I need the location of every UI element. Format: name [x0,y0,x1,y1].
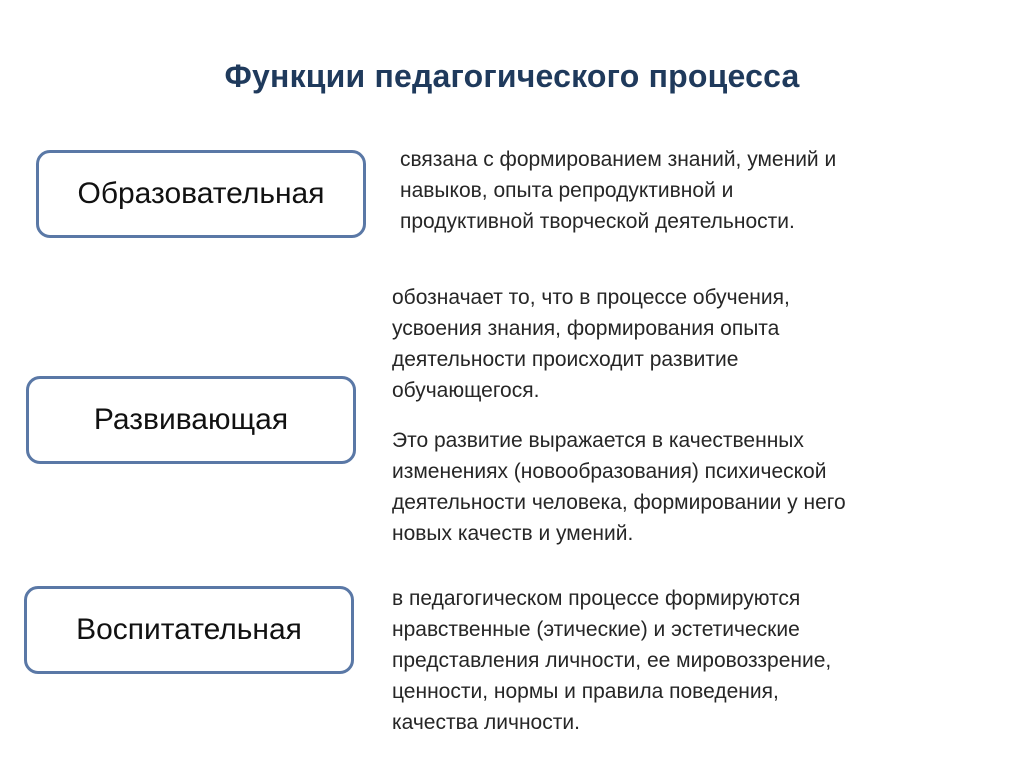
description-line: обозначает то, что в процессе обучения, [392,286,790,309]
function-description-developmental [392,282,982,406]
description-line: навыков, опыта репродуктивной и [400,179,734,202]
description-line: новых качеств и умений. [392,522,634,545]
description-line: Это развитие выражается в качественных [392,429,804,452]
function-description-developmental-detail [392,425,992,549]
slide-title: Функции педагогического процесса [224,58,800,94]
description-line: продуктивной творческой деятельности. [400,210,795,233]
description-line: нравственные (этические) и эстетические [392,618,800,641]
description-line: изменениях (новообразования) психической [392,460,827,483]
description-line: деятельности человека, формировании у него [392,491,846,514]
function-box-developmental [26,376,356,464]
function-label: Воспитательная [76,613,302,646]
description-line: деятельности происходит развитие [392,348,739,371]
function-description-educational [400,144,980,237]
description-line: обучающегося. [392,379,540,402]
description-line: связана с формированием знаний, умений и [400,148,837,171]
function-description-upbringing [392,583,992,738]
function-label: Развивающая [93,403,289,436]
function-box-upbringing [24,586,354,674]
function-box-educational [36,150,366,238]
description-line: качества личности. [392,711,580,734]
description-line: усвоения знания, формирования опыта [392,317,780,340]
description-line: представления личности, ее мировоззрение, [392,649,832,672]
description-line: ценности, нормы и правила поведения, [392,680,779,703]
function-label: Образовательная [77,177,325,210]
description-line: в педагогическом процессе формируются [392,587,801,610]
